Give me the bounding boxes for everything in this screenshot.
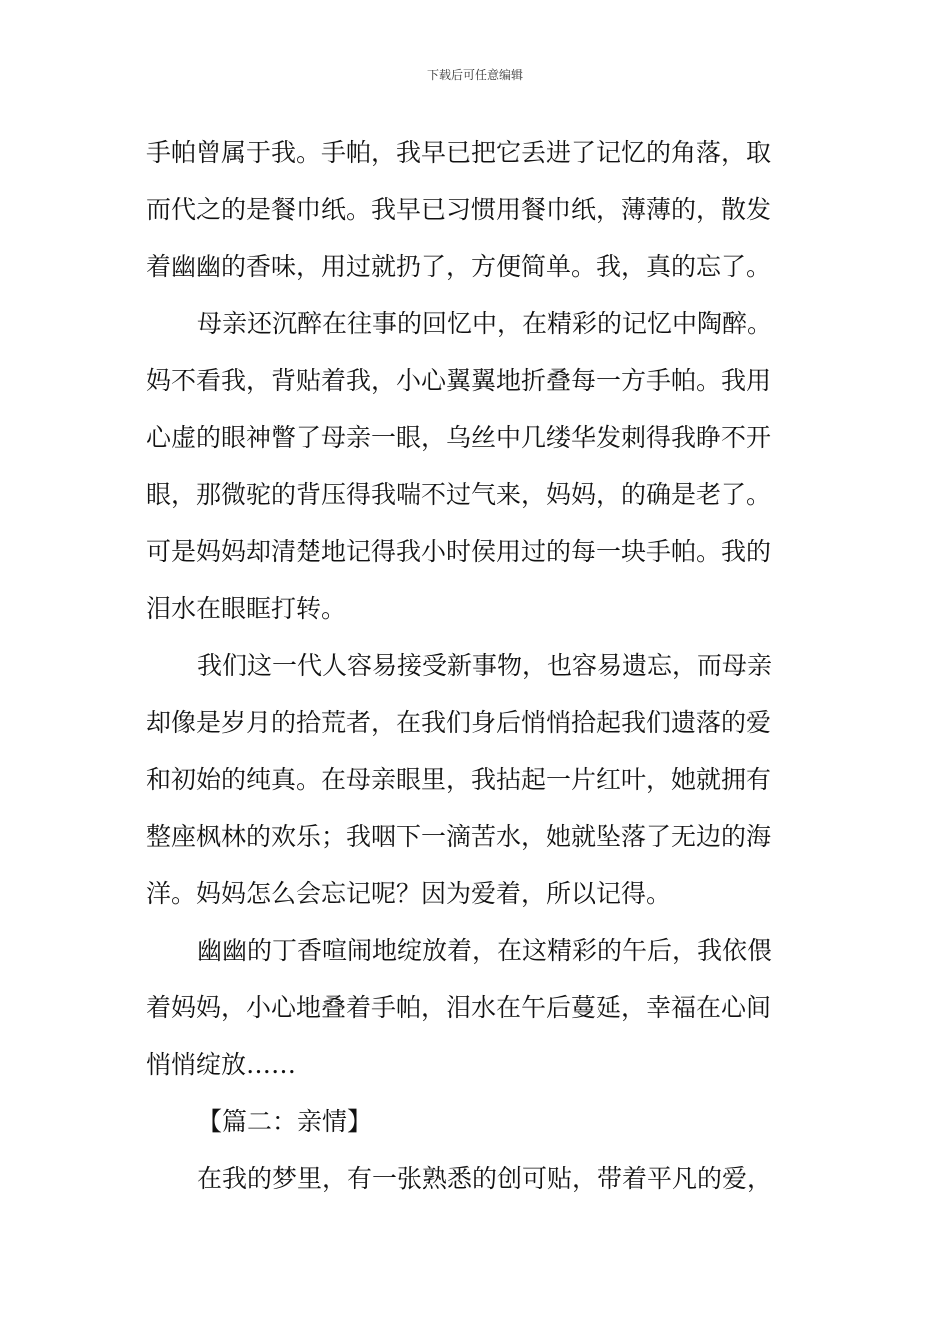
- text-line: 手帕曾属于我。手帕，我早已把它丢进了记忆的角落，取: [146, 138, 772, 167]
- text-line: 可是妈妈却清楚地记得我小时侯用过的每一块手帕。我的: [146, 537, 772, 566]
- text-line: 悄悄绽放……: [146, 1050, 297, 1079]
- paragraph-start-line: 幽幽的丁香喧闹地绽放着，在这精彩的午后，我依偎: [197, 936, 773, 965]
- text-line: 却像是岁月的拾荒者，在我们身后悄悄拾起我们遗落的爱: [146, 708, 772, 737]
- text-line: 着幽幽的香味，用过就扔了，方便简单。我，真的忘了。: [146, 252, 772, 281]
- paragraph-start-line: 我们这一代人容易接受新事物，也容易遗忘，而母亲: [197, 651, 773, 680]
- text-line: 洋。妈妈怎么会忘记呢？因为爱着，所以记得。: [146, 879, 672, 908]
- paragraph-start-line: 母亲还沉醉在往事的回忆中，在精彩的记忆中陶醉。: [197, 309, 773, 338]
- document-body: [146, 124, 806, 1207]
- text-line: 泪水在眼眶打转。: [146, 594, 347, 623]
- text-line: 眼，那微驼的背压得我喘不过气来，妈妈，的确是老了。: [146, 480, 772, 509]
- text-line: 着妈妈，小心地叠着手帕，泪水在午后蔓延，幸福在心间: [146, 993, 772, 1022]
- text-line: 而代之的是餐巾纸。我早已习惯用餐巾纸，薄薄的，散发: [146, 195, 772, 224]
- paragraph-start-line: 在我的梦里，有一张熟悉的创可贴，带着平凡的爱，: [197, 1164, 773, 1193]
- text-line: 和初始的纯真。在母亲眼里，我拈起一片红叶，她就拥有: [146, 765, 772, 794]
- text-line: 妈不看我，背贴着我，小心翼翼地折叠每一方手帕。我用: [146, 366, 772, 395]
- text-line: 整座枫林的欢乐；我咽下一滴苦水，她就坠落了无边的海: [146, 822, 772, 851]
- page-header: 下载后可任意编辑: [426, 68, 523, 82]
- text-line: 心虚的眼神瞥了母亲一眼，乌丝中几缕华发刺得我睁不开: [146, 423, 772, 452]
- section-heading: 【篇二：亲情】: [197, 1107, 373, 1136]
